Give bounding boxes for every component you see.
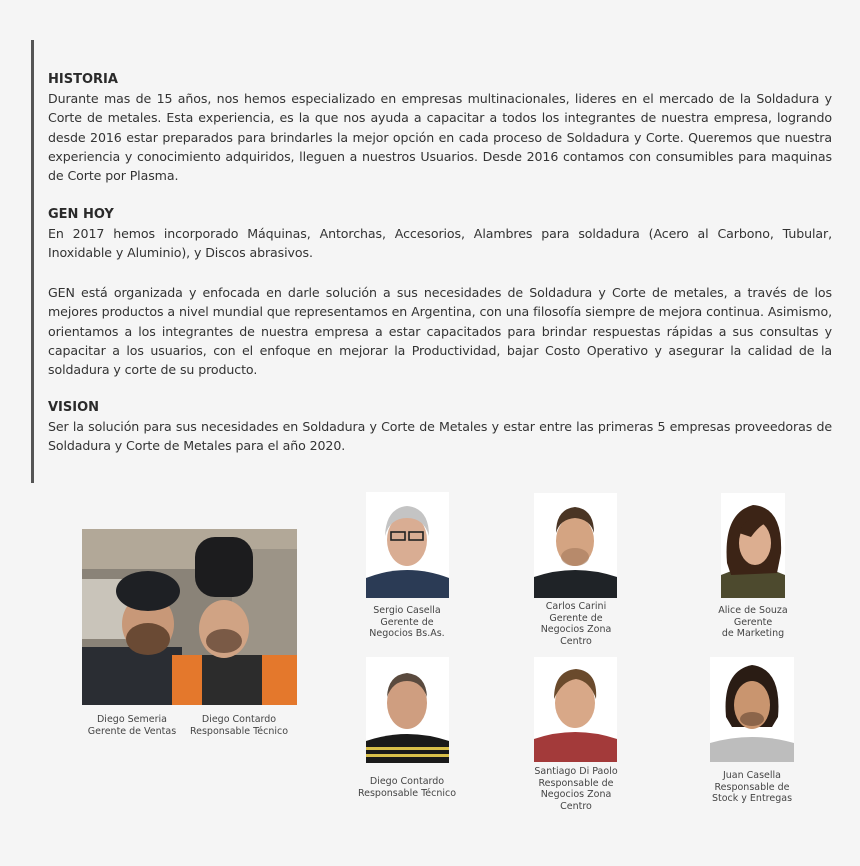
- caption-name: Diego Semeria: [96, 714, 167, 725]
- vision-title: VISION: [48, 400, 100, 415]
- historia-section: [48, 70, 832, 185]
- caption-name: Carlos Carini: [545, 601, 607, 612]
- caption-name: Sergio Casella: [373, 605, 441, 616]
- caption-name: Santiago Di Paolo: [534, 766, 618, 777]
- gen-hoy-text: En 2017 hemos incorporado Máquinas, Antorchas, Accesorios, Alambres para soldadura (Acero al Carbono, Tubular, Inoxidable y Aluminio), y Discos abrasivos.: [48, 226, 832, 261]
- vision-text: Ser la solución para sus necesidades en Soldadura y Corte de Metales y estar entre las primeras 5 empresas proveedoras de Soldadura y Corte de Metales para el año 2020.: [48, 419, 832, 454]
- caption-role: Negocios Zona: [540, 789, 612, 800]
- caption-role: Responsable de: [714, 781, 790, 793]
- portrait-juan-casella: [710, 657, 794, 762]
- vision-section: [48, 398, 832, 456]
- caption-sergio-casella: [352, 605, 462, 640]
- gen-hoy-title: GEN HOY: [48, 207, 114, 222]
- caption-role: Stock y Entregas: [711, 793, 793, 804]
- gen-hoy-paragraph: [48, 283, 832, 379]
- caption-alice-de-souza: [698, 605, 808, 640]
- caption-role: Responsable de: [538, 777, 614, 789]
- gen-hoy-text-2: GEN está organizada y enfocada en darle solución a sus necesidades de Soldadura y Corte de metales, a través de los mejores productos a nivel mundial que representamos en Argentina, con una filosofía siempre de mejora continua. Asimismo, orientamos a los integrantes de nuestra empresa a estar capacitados para brindar respuestas rápidas a sus consultas y capacitar a los usuarios, con el enfoque en mejorar la Productividad, bajar Costo Operativo y asegurar la calidad de la soldadura y corte de su producto.: [48, 285, 832, 378]
- portrait-diego-contardo: [366, 657, 449, 763]
- caption-name: Juan Casella: [722, 770, 782, 781]
- company-text-block: [31, 40, 836, 483]
- caption-name: Diego Contardo: [369, 776, 445, 787]
- caption-carlos-carini: [521, 601, 631, 647]
- portrait-carlos-carini: [534, 493, 617, 598]
- caption-role: Gerente: [733, 616, 773, 628]
- caption-santiago-di-paolo: [521, 766, 631, 812]
- caption-name: Diego Contardo: [201, 714, 277, 725]
- group-photo: [82, 529, 297, 705]
- historia-title: HISTORIA: [48, 72, 118, 87]
- caption-role: Gerente de: [549, 612, 603, 624]
- gen-hoy-section: [48, 205, 832, 263]
- person-portrait-icon: [366, 492, 449, 598]
- caption-role: Negocios Zona: [540, 624, 612, 635]
- person-portrait-icon: [366, 657, 449, 763]
- portrait-sergio-casella: [366, 492, 449, 598]
- caption-role: Gerente de Ventas: [87, 725, 177, 737]
- caption-role: Centro: [560, 800, 592, 812]
- caption-role: Gerente de: [380, 616, 434, 628]
- welders-photo-icon: [82, 529, 297, 705]
- caption-juan-casella: [697, 770, 807, 805]
- historia-text: Durante mas de 15 años, nos hemos especializado en empresas multinacionales, lideres en el mercado de la Soldadura y Corte de metales. Esta experiencia, es la que nos ayuda a capacitar a todos los integrantes de nuestra empresa, logrando desde 2016 estar preparados para brindarles la mejor opción en cada proceso de Soldadura y Corte. Queremos que nuestra experiencia y conocimiento adquiridos, lleguen a nuestros Usuarios. Desde 2016 contamos con consumibles para maquinas de Corte por Plasma.: [48, 91, 832, 184]
- person-portrait-icon: [534, 493, 617, 598]
- person-portrait-icon: [534, 657, 617, 762]
- caption-diego-semeria: [82, 714, 182, 737]
- caption-diego-contardo: [352, 776, 462, 799]
- caption-role: Responsable Técnico: [189, 725, 289, 737]
- caption-name: Alice de Souza: [718, 605, 788, 616]
- caption-role: Negocios Bs.As.: [369, 628, 445, 639]
- person-portrait-icon: [721, 493, 785, 598]
- caption-role: Centro: [560, 635, 592, 647]
- caption-diego-contardo-group: [188, 714, 290, 737]
- person-portrait-icon: [710, 657, 794, 762]
- portrait-alice-de-souza: [721, 493, 785, 598]
- caption-role: Responsable Técnico: [357, 787, 457, 799]
- caption-role: de Marketing: [721, 628, 785, 639]
- portrait-santiago-di-paolo: [534, 657, 617, 762]
